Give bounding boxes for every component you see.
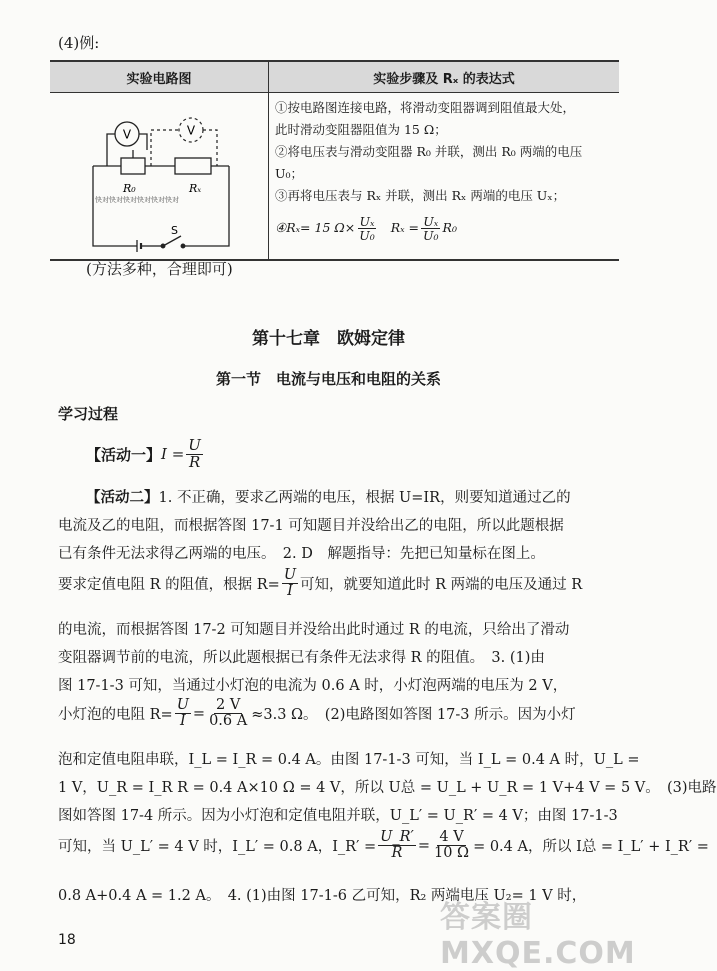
para-line-9: 泡和定值电阻串联，I_L = I_R = 0.4 A。由图 17-1-3 可知，当 I_L = 0.4 A 时，U_L = xyxy=(58,752,640,768)
r0-label: R₀ xyxy=(123,182,136,195)
circuit-cell xyxy=(50,93,269,261)
para-line-4: 要求定值电阻 R 的阻值，根据 R= $\frac{U}{I}$ 可知，就要知道此时 R 两端的电压及通过 R xyxy=(58,567,583,600)
step-1a: ①按电路图连接电路，将滑动变阻器调到阻值最大处， xyxy=(275,100,576,115)
voltmeter-2-label: V xyxy=(186,123,196,138)
note: (方法多种，合理即可) xyxy=(86,260,233,278)
para-line-2: 电流及乙的电阻，而根据答图 17-1 可知题目并没给出乙的电阻，所以此题根据 xyxy=(58,518,564,534)
activity-1: 【活动一】 I = $\frac{U}{R}$ xyxy=(86,436,201,471)
experiment-table xyxy=(50,60,619,261)
para-line-6: 变阻器调节前的电流，所以此题根据已有条件无法求得 R 的阻值。 3. (1)由 xyxy=(58,650,545,666)
item-label: (4)例: xyxy=(58,34,100,52)
para-line-5: 的电流，而根据答图 17-2 可知题目并没给出此时通过 R 的电流，只给出了滑动 xyxy=(58,622,570,638)
page-number: 18 xyxy=(58,932,76,948)
watermark: 答案圈 MXQE.COM xyxy=(440,900,636,971)
step-1b: 此时滑动变阻器阻值为 15 Ω； xyxy=(275,122,447,137)
step-2: ②将电压表与滑动变阻器 R₀ 并联，测出 R₀ 两端的电压 U₀； xyxy=(275,144,583,181)
circuit-diagram xyxy=(51,94,267,254)
para-line-11: 图如答图 17-4 所示。因为小灯泡和定值电阻并联，U_L′ = U_R′ = 4 V；由图 17-1-3 xyxy=(58,808,618,824)
rx-label: Rₓ xyxy=(189,182,202,195)
para-line-13: 0.8 A+0.4 A = 1.2 A。 4. (1)由图 17-1-6 乙可知，R₂ 两端电压 U₂= 1 V 时， xyxy=(58,888,587,904)
table-header-circuit: 实验电路图 xyxy=(50,61,269,93)
step-4-formula: ④Rₓ= 15 Ω× $\frac{\text{Uₓ}}{\text{U₀}}$ Rₓ = $\frac{\text{Uₓ}}{\text{U₀}}$ R₀ xyxy=(275,214,457,244)
para-line-12: 可知，当 U_L′ = 4 V 时，I_L′ = 0.8 A，I_R′ = $\frac{U\_R'}{R}$ = $\frac{4 V}{10 \Omega}$ = 0.4 A，所以 I总 = I_L′ + I_R′ = xyxy=(58,829,709,862)
para-line-10: 1 V，U_R = I_R R = 0.4 A×10 Ω = 4 V，所以 U总 = U_L + U_R = 1 V+4 V = 5 V。 (3)电路 xyxy=(58,780,717,796)
chapter-title: 第十七章 欧姆定律 xyxy=(252,329,405,349)
steps-cell xyxy=(269,93,620,261)
table-header-steps: 实验步骤及 Rₓ 的表达式 xyxy=(269,61,620,93)
voltmeter-1-label: V xyxy=(122,127,132,142)
switch-label: S xyxy=(171,224,178,237)
step-3: ③再将电压表与 Rₓ 并联，测出 Rₓ 两端的电压 Uₓ； xyxy=(275,188,566,203)
learning-process-heading: 学习过程 xyxy=(58,405,119,423)
para-line-1: 【活动二】1. 不正确，要求乙两端的电压，根据 U=IR，则要知道通过乙的 xyxy=(86,490,571,506)
overlay-text: 快对快对快对快对快对快对 xyxy=(95,196,179,204)
para-line-3: 已有条件无法求得乙两端的电压。 2. D 解题指导：先把已知量标在图上。 xyxy=(58,546,545,562)
para-line-8: 小灯泡的电阻 R= $\frac{U}{I}$ = $\frac{2 V}{0.6 A}$ ≈3.3 Ω。 (2)电路图如答图 17-3 所示。因为小灯 xyxy=(58,697,576,730)
section-title: 第一节 电流与电压和电阻的关系 xyxy=(215,370,441,388)
para-line-7: 图 17-1-3 可知，当通过小灯泡的电流为 0.6 A 时，小灯泡两端的电压为 2 V， xyxy=(58,678,568,694)
